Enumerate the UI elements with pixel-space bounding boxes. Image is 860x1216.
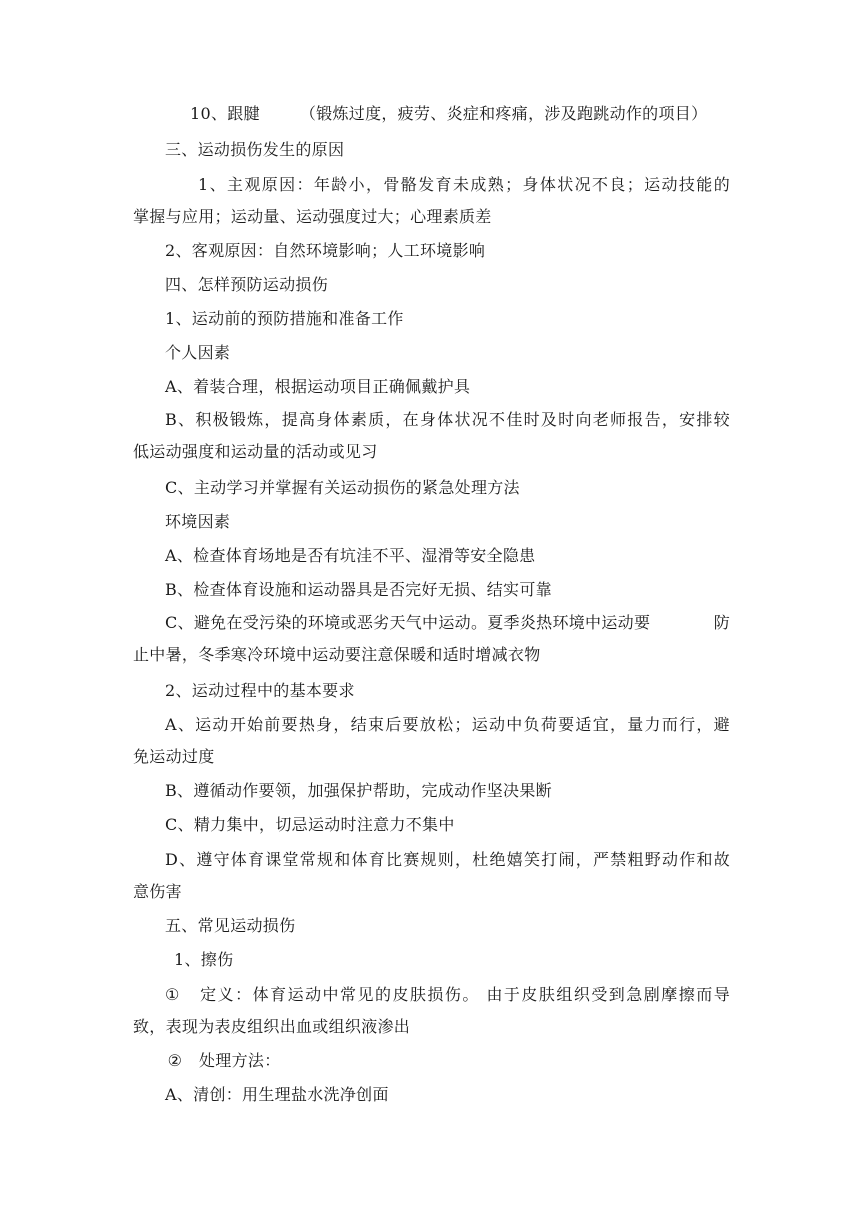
- item-learn-first-aid: C、主动学习并掌握有关运动损伤的紧急处理方法: [165, 478, 520, 497]
- line-achilles-tendon: [190, 104, 707, 124]
- paragraph-subjective-causes: 1、主观原因：年龄小，骨骼发育未成熟；身体状况不良；运动技能的: [198, 175, 730, 194]
- item-avoid-pollution-cont: 止中暑，冬季寒冷环境中运动要注意保暖和适时增减衣物: [133, 645, 541, 664]
- item-check-venue: A、检查体育场地是否有坑洼不平、湿滑等安全隐患: [165, 546, 536, 565]
- heading-prevention: 四、怎样预防运动损伤: [165, 275, 329, 294]
- item-avoid-pollution-text: C、避免在受污染的环境或恶劣天气中运动。夏季炎热环境中运动要: [165, 613, 651, 632]
- subheading-environment-factors: 环境因素: [165, 512, 231, 531]
- subheading-before-exercise: 1、运动前的预防措施和准备工作: [165, 309, 404, 328]
- item-abrasion-definition-cont: 致，表现为表皮组织出血或组织液渗出: [133, 1017, 411, 1036]
- item-debridement: A、清创：用生理盐水洗净创面: [165, 1085, 389, 1104]
- item-treatment: [165, 1051, 281, 1071]
- item-active-exercise: B、积极锻炼，提高身体素质，在身体状况不佳时及时向老师报告，安排较: [165, 410, 730, 429]
- subheading-during-exercise: 2、运动过程中的基本要求: [165, 681, 355, 700]
- item-active-exercise-cont: 低运动强度和运动量的活动或见习: [133, 442, 378, 461]
- item-avoid-pollution: [165, 613, 730, 633]
- subheading-abrasion: 1、擦伤: [174, 950, 234, 969]
- paragraph-subjective-causes-cont: 掌握与应用；运动量、运动强度过大；心理素质差: [133, 207, 492, 226]
- line-achilles-note: （锻炼过度，疲劳、炎症和疼痛，涉及跑跳动作的项目）: [299, 104, 708, 123]
- item-check-equipment: B、检查体育设施和运动器具是否完好无损、结实可靠: [165, 580, 552, 599]
- item-follow-technique: B、遵循动作要领，加强保护帮助，完成动作坚决果断: [165, 781, 552, 800]
- line-achilles-label: 10、跟腱: [190, 104, 260, 123]
- item-treatment-label: 处理方法：: [199, 1051, 281, 1070]
- paragraph-objective-causes: 2、客观原因：自然环境影响；人工环境影响: [165, 241, 486, 260]
- heading-injury-causes: 三、运动损伤发生的原因: [165, 140, 345, 159]
- item-warm-up-cont: 免运动过度: [133, 747, 215, 766]
- item-abrasion-definition: [165, 985, 730, 1005]
- item-warm-up: A、运动开始前要热身，结束后要放松；运动中负荷要适宜，量力而行，避: [165, 715, 730, 734]
- item-follow-rules-cont: 意伤害: [133, 882, 182, 901]
- item-follow-rules: D、遵守体育课堂常规和体育比赛规则，杜绝嬉笑打闹，严禁粗野动作和故: [165, 850, 730, 869]
- heading-common-injuries: 五、常见运动损伤: [165, 916, 296, 935]
- item-avoid-pollution-tail: 防: [713, 613, 730, 632]
- subheading-personal-factors: 个人因素: [165, 343, 231, 362]
- item-proper-gear: A、着装合理，根据运动项目正确佩戴护具: [165, 377, 471, 396]
- item-concentration: C、精力集中，切忌运动时注意力不集中: [165, 815, 455, 834]
- circled-two-marker: ②: [167, 1051, 183, 1070]
- item-abrasion-definition-text: 定义：体育运动中常见的皮肤损伤。 由于皮肤组织受到急剧摩擦而导: [199, 985, 730, 1004]
- circled-one-marker: ①: [165, 985, 180, 1004]
